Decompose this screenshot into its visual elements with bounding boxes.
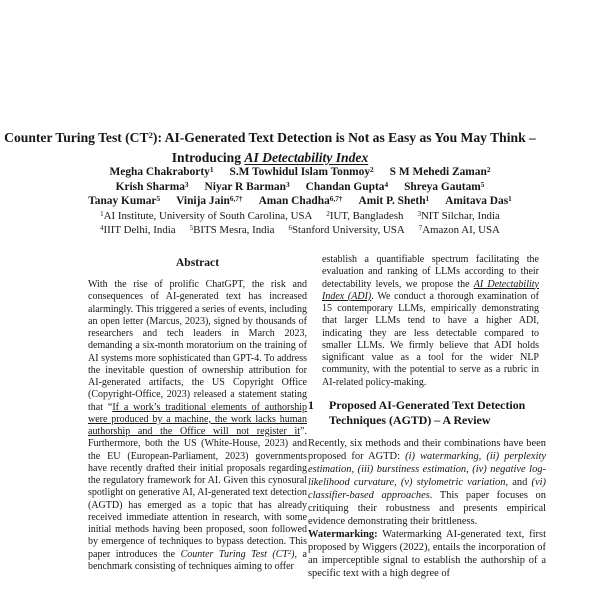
- section-1-heading: [308, 398, 546, 429]
- title-emphasis: AI Detectability Index: [244, 149, 369, 165]
- author-name: S.M Towhidul Islam Tonmoy: [229, 166, 371, 178]
- abstract-quote-underlined: If a work’s traditional elements of authorship were produced by a machine, the work lacks human authorship and the Office will not register it: [88, 401, 308, 437]
- author-affil-marker: 1: [508, 195, 512, 204]
- author: [359, 195, 430, 207]
- affiliation-text: Stanford University, USA: [291, 224, 405, 236]
- title-superscript: 2: [148, 130, 153, 141]
- watermarking-label: Watermarking:: [308, 528, 378, 540]
- author: [205, 181, 290, 193]
- affiliation-marker: 1: [100, 210, 104, 219]
- affiliation-marker: 4: [100, 224, 104, 233]
- affiliation-text: IIIT Delhi, India: [103, 224, 176, 236]
- author: [390, 166, 491, 178]
- affiliation-text: IUT, Bangladesh: [329, 210, 404, 222]
- body-text: Watermarking AI-generated text, first proposed by Wiggers (2022), entails the incorporation of an imperceptible signal to establish the authorship of a specific text with a high degree of: [308, 528, 546, 579]
- author: [445, 195, 512, 207]
- affiliation: [100, 224, 176, 236]
- author: [176, 195, 242, 207]
- author-name: Aman Chadha: [258, 195, 330, 208]
- abstract-text: , a benchmark consisting of techniques aiming to offer: [88, 548, 307, 572]
- author-name: Vinija Jain: [176, 195, 230, 208]
- title-text-cont: ): AI-Generated Text Detection is Not as Easy as You May Think – Introducing: [152, 130, 536, 165]
- author: [306, 181, 388, 193]
- author: [88, 195, 160, 207]
- affiliation: [326, 210, 403, 222]
- author: [259, 195, 343, 207]
- author-affil-marker: 6,7†: [229, 195, 243, 204]
- author-affil-marker: 5: [480, 180, 485, 189]
- author: [116, 181, 189, 193]
- watermarking-paragraph: [308, 528, 546, 580]
- author-line-3: [30, 194, 570, 209]
- author-affil-marker: 1: [425, 195, 430, 204]
- author-name: Amit P. Sheth: [358, 195, 426, 208]
- affiliation: [419, 224, 500, 236]
- abstract-text: . We conduct a thorough examination of 15 contemporary LLMs, empirically demonstrating that larger LLMs tend to have a higher ADI, indicating they are less detectable compared to smaller LLMs. We firmly believe that ADI holds significant value as a tool for the wider NLP community, with the potential to serve as a rubric in AI-related policy-making.: [322, 290, 540, 388]
- author-affil-marker: 3: [184, 180, 189, 189]
- body-text: . This paper focuses on critiquing their robustness and presents empirical evidence demonstrating their brittleness.: [308, 489, 546, 527]
- method-list-italic: (vi) classifier-based approaches: [308, 476, 546, 501]
- affiliation-text: Amazon AI, USA: [422, 224, 500, 236]
- affiliation-marker: 7: [418, 224, 423, 233]
- author: [229, 166, 373, 178]
- abstract-adi-term: AI Detectability Index (ADI): [322, 278, 539, 302]
- author-name: Amitava Das: [445, 195, 509, 208]
- abstract-continuation-paragraph: [308, 254, 546, 389]
- affiliation-marker: 3: [417, 210, 421, 219]
- author-affil-marker: 2: [370, 165, 374, 174]
- author: [404, 181, 484, 193]
- author-affil-marker: 4: [384, 180, 389, 189]
- abstract-term-text: Counter Turing Test (CT: [180, 548, 288, 560]
- author-name: Krish Sharma: [115, 180, 185, 193]
- section-number: 1: [308, 397, 314, 412]
- affiliation-line-1: [30, 209, 570, 223]
- author-name: Niyar R Barman: [204, 180, 286, 193]
- author-line-2: [30, 180, 570, 195]
- right-column: [308, 254, 546, 580]
- author-name: Shreya Gautam: [404, 180, 481, 193]
- abstract-paragraph: [88, 279, 307, 573]
- affiliation-line-2: [30, 223, 570, 237]
- paper-title: [0, 128, 540, 167]
- affiliation: [190, 224, 275, 236]
- affiliation-block: [30, 209, 570, 237]
- method-list-italic: (i) watermarking, (ii) perplexity estimation, (iii) burstiness estimation, (iv) negative log-likelihood curvature, (v) stylometric variation,: [308, 450, 546, 488]
- author-line-1: [30, 165, 570, 180]
- title-text: Counter Turing Test (CT: [4, 130, 149, 146]
- affiliation-marker: 2: [326, 210, 330, 219]
- affiliation-marker: 6: [288, 224, 292, 233]
- abstract-term-superscript: 2: [287, 548, 292, 556]
- left-column: [88, 256, 307, 573]
- author-affil-marker: 2: [486, 165, 491, 174]
- author-name: S M Mehedi Zaman: [389, 166, 487, 178]
- affiliation: [288, 224, 404, 236]
- abstract-text: establish a quantifiable spectrum facilitating the evaluation and ranking of LLMs according to their detectability levels, we propose the: [322, 254, 539, 290]
- abstract-text: With the rise of prolific ChatGPT, the risk and consequences of AI-generated text has increased alarmingly. This triggered a series of events, including an open letter (Marcus, 2023), signed by thousands of researchers and tech leaders in March 2023, demanding a six-month moratorium on the training of AI systems more sophisticated than GPT-4. To address the inevitable question of ownership attribution for AI-generated artifacts, the US Copyright Office (Copyright-Office, 2023) released a statement stating that “: [88, 279, 307, 413]
- abstract-heading: Abstract: [175, 256, 220, 269]
- author-block: [30, 165, 570, 209]
- affiliation-text: NIT Silchar, India: [420, 210, 500, 222]
- author-affil-marker: 1: [209, 165, 214, 174]
- affiliation-text: AI Institute, University of South Carolina, USA: [103, 210, 313, 222]
- author-affil-marker: 6,7†: [329, 195, 343, 204]
- affiliation: [100, 210, 312, 222]
- author-affil-marker: 3: [285, 180, 290, 189]
- abstract-term-italic: [181, 549, 295, 560]
- author-name: Chandan Gupta: [305, 180, 385, 193]
- affiliation: [417, 210, 499, 222]
- abstract-term-text: ): [291, 548, 295, 560]
- section-heading-text: Proposed AI-Generated Text Detection Techniques (AGTD) – A Review: [329, 397, 526, 428]
- affiliation-text: BITS Mesra, India: [193, 224, 275, 236]
- body-text: and: [508, 476, 532, 488]
- author-name: Megha Chakraborty: [109, 166, 210, 178]
- author-name: Tanay Kumar: [88, 195, 157, 208]
- section-1-paragraph-1: [308, 437, 546, 528]
- body-text: Recently, six methods and their combinations have been proposed for AGTD:: [308, 437, 546, 462]
- abstract-text: ”. Furthermore, both the US (White-House, 2023) and the EU (European-Parliament, 2023) governments have recently drafted their initial proposals regarding the regulatory framework for AI. Given this cynosural spotlight on generative AI, AI-generated text detection (AGTD) has emerged as a topic that has already received immediate attention in research, with some initial methods having been proposed, soon followed by emergence of techniques to bypass detection. This paper introduces the: [88, 426, 307, 560]
- author: [110, 166, 214, 178]
- affiliation-marker: 5: [189, 224, 194, 233]
- author-affil-marker: 5: [156, 195, 161, 204]
